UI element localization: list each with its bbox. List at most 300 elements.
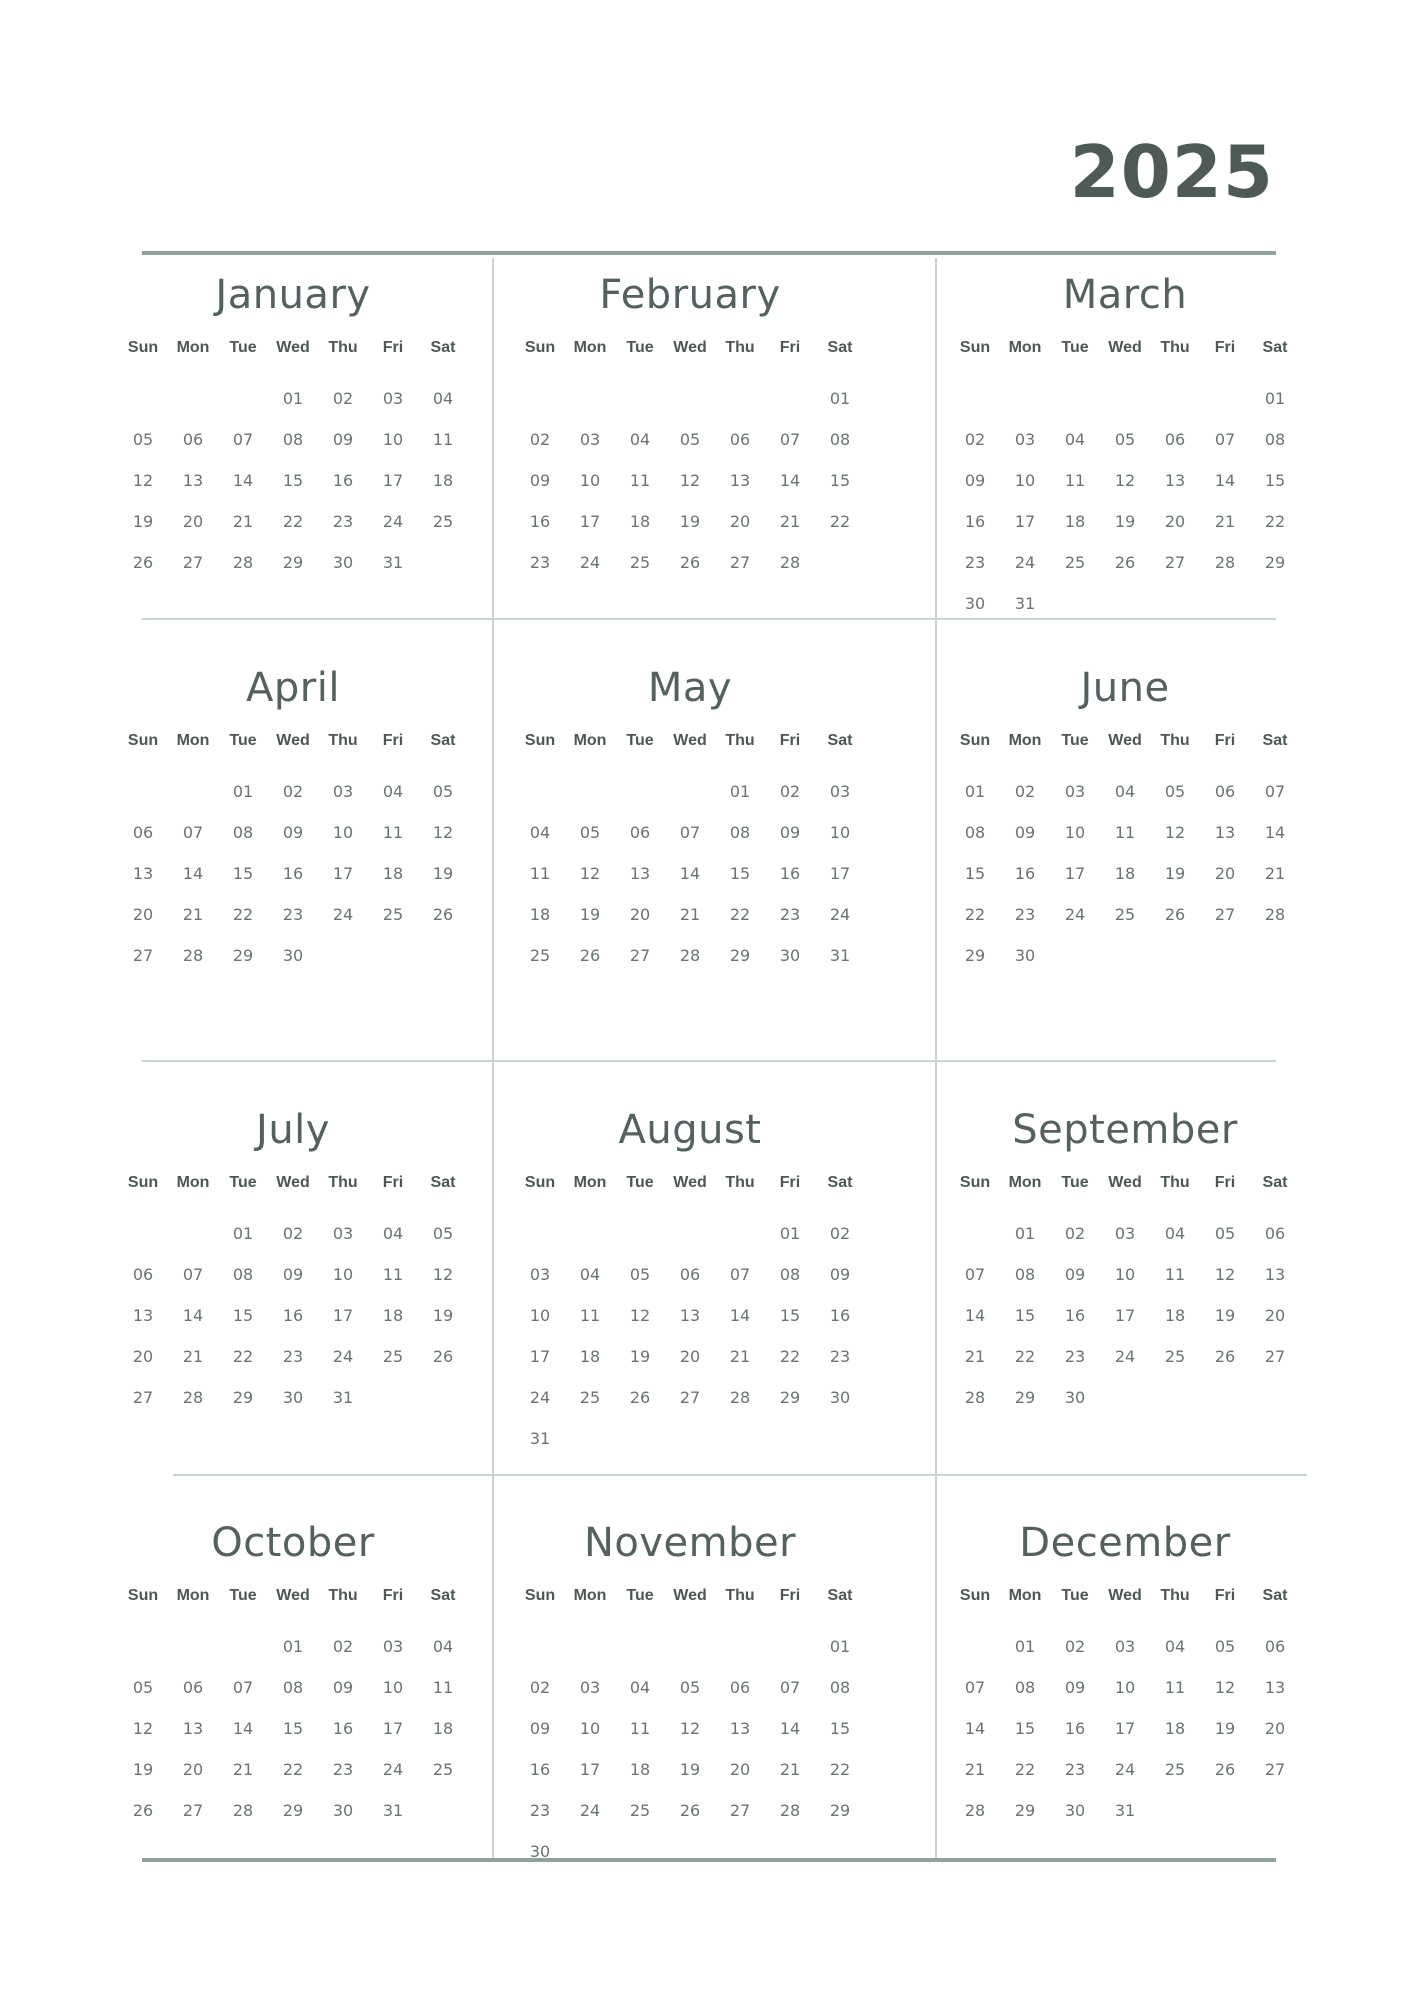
day-cell: 17: [382, 1719, 404, 1738]
day-cell: 06: [729, 430, 751, 449]
weekday-label: Sun: [524, 732, 556, 749]
day-cell: 18: [432, 471, 454, 490]
empty-day-cell: [118, 1626, 168, 1667]
day-cell: 18: [382, 1306, 404, 1325]
day-cell: 14: [1264, 823, 1286, 842]
month-february: [515, 272, 865, 652]
day-cell: 20: [182, 1760, 204, 1779]
day-cell: 16: [829, 1306, 851, 1325]
day-cell: 30: [529, 1842, 551, 1861]
day-cell: 27: [729, 553, 751, 572]
day-cell: 06: [1264, 1224, 1286, 1243]
day-cell: 21: [779, 512, 801, 531]
day-cell: 07: [182, 1265, 204, 1284]
year-title: 2025: [1069, 130, 1274, 214]
day-cell: 18: [629, 1760, 651, 1779]
day-cell: 25: [629, 553, 651, 572]
day-cell: 17: [332, 1306, 354, 1325]
day-cell: 10: [1064, 823, 1086, 842]
day-cell: 31: [1014, 594, 1036, 613]
day-cell: 08: [232, 823, 254, 842]
weekday-label: Mon: [573, 1174, 607, 1191]
week-row: [515, 894, 865, 935]
day-cell: 25: [629, 1801, 651, 1820]
day-cell: 14: [232, 471, 254, 490]
week-row: [515, 378, 865, 419]
day-cell: 17: [529, 1347, 551, 1366]
week-row: [950, 1336, 1300, 1377]
day-cell: 11: [629, 471, 651, 490]
empty-day-cell: [118, 1213, 168, 1254]
day-cell: 14: [182, 1306, 204, 1325]
day-cell: 27: [629, 946, 651, 965]
day-cell: 24: [1064, 905, 1086, 924]
week-row: [118, 1213, 468, 1254]
day-cell: 18: [1114, 864, 1136, 883]
day-cell: 06: [132, 823, 154, 842]
day-cell: 08: [829, 430, 851, 449]
weekday-label: Tue: [229, 1587, 257, 1604]
day-cell: 29: [232, 946, 254, 965]
day-cell: 10: [829, 823, 851, 842]
weekday-label: Thu: [725, 1174, 755, 1191]
day-cell: 28: [779, 553, 801, 572]
day-cell: 28: [779, 1801, 801, 1820]
day-cell: 09: [332, 1678, 354, 1697]
weekday-header: [118, 731, 468, 771]
week-row: [118, 1667, 468, 1708]
weekday-label: Tue: [626, 1587, 654, 1604]
day-cell: 29: [964, 946, 986, 965]
week-row: [118, 1377, 468, 1418]
weekday-header: [515, 1173, 865, 1213]
day-cell: 07: [232, 430, 254, 449]
day-cell: 09: [529, 471, 551, 490]
weekday-label: Thu: [725, 732, 755, 749]
day-cell: 07: [729, 1265, 751, 1284]
day-cell: 27: [1214, 905, 1236, 924]
day-cell: 24: [382, 1760, 404, 1779]
weekday-label: Tue: [1061, 339, 1089, 356]
month-grid: [950, 338, 1300, 624]
weekday-label: Fri: [382, 1174, 404, 1191]
day-cell: 02: [1064, 1637, 1086, 1656]
month-name: November: [583, 1520, 797, 1566]
day-cell: 09: [332, 430, 354, 449]
day-cell: 05: [1114, 430, 1136, 449]
weekday-label: Thu: [1160, 1587, 1190, 1604]
week-row: [950, 853, 1300, 894]
month-grid: [515, 731, 865, 976]
empty-day-cell: [665, 1626, 715, 1667]
day-cell: 10: [332, 823, 354, 842]
day-cell: 06: [679, 1265, 701, 1284]
day-cell: 14: [779, 1719, 801, 1738]
day-cell: 22: [1264, 512, 1286, 531]
empty-day-cell: [1100, 378, 1150, 419]
day-cell: 04: [382, 782, 404, 801]
week-row: [515, 1254, 865, 1295]
day-cell: 05: [629, 1265, 651, 1284]
day-cell: 24: [332, 905, 354, 924]
weekday-label: Sat: [430, 1587, 456, 1604]
weekday-label: Fri: [382, 339, 404, 356]
week-row: [118, 1708, 468, 1749]
day-cell: 03: [829, 782, 851, 801]
day-cell: 14: [729, 1306, 751, 1325]
day-cell: 10: [579, 471, 601, 490]
weekday-label: Sat: [827, 1587, 853, 1604]
weekday-label: Sat: [1262, 1587, 1288, 1604]
day-cell: 25: [382, 1347, 404, 1366]
day-cell: 05: [132, 1678, 154, 1697]
empty-day-cell: [1200, 378, 1250, 419]
day-cell: 11: [529, 864, 551, 883]
day-cell: 07: [779, 1678, 801, 1697]
weekday-header: [515, 731, 865, 771]
weekday-label: Wed: [673, 732, 707, 749]
day-cell: 21: [182, 905, 204, 924]
day-cell: 05: [132, 430, 154, 449]
weekday-label: Sun: [127, 339, 159, 356]
day-cell: 14: [679, 864, 701, 883]
day-cell: 26: [1214, 1760, 1236, 1779]
weekday-label: Thu: [1160, 1174, 1190, 1191]
day-cell: 20: [132, 905, 154, 924]
day-cell: 15: [1014, 1719, 1036, 1738]
day-cell: 17: [1064, 864, 1086, 883]
month-name: August: [618, 1107, 762, 1153]
week-row: [118, 812, 468, 853]
day-cell: 10: [332, 1265, 354, 1284]
day-cell: 21: [964, 1347, 986, 1366]
week-row: [118, 771, 468, 812]
empty-day-cell: [168, 1213, 218, 1254]
day-cell: 28: [182, 946, 204, 965]
weekday-label: Tue: [626, 732, 654, 749]
month-grid: [118, 1173, 468, 1418]
day-cell: 16: [779, 864, 801, 883]
day-cell: 03: [579, 430, 601, 449]
month-grid: [118, 731, 468, 976]
day-cell: 16: [1014, 864, 1036, 883]
week-row: [950, 583, 1300, 624]
day-cell: 21: [779, 1760, 801, 1779]
day-cell: 13: [1264, 1265, 1286, 1284]
day-cell: 23: [332, 1760, 354, 1779]
day-cell: 13: [182, 471, 204, 490]
month-december: [950, 1520, 1300, 1900]
day-cell: 01: [829, 389, 851, 408]
day-cell: 09: [282, 1265, 304, 1284]
day-cell: 31: [382, 553, 404, 572]
empty-day-cell: [1000, 378, 1050, 419]
day-cell: 19: [432, 1306, 454, 1325]
day-cell: 17: [1114, 1719, 1136, 1738]
day-cell: 03: [382, 389, 404, 408]
day-cell: 07: [964, 1265, 986, 1284]
day-cell: 14: [182, 864, 204, 883]
weekday-label: Sun: [959, 1587, 991, 1604]
weekday-label: Tue: [1061, 1587, 1089, 1604]
day-cell: 18: [382, 864, 404, 883]
day-cell: 19: [679, 1760, 701, 1779]
week-row: [950, 1667, 1300, 1708]
day-cell: 26: [432, 1347, 454, 1366]
day-cell: 23: [779, 905, 801, 924]
day-cell: 04: [1164, 1224, 1186, 1243]
day-cell: 15: [1264, 471, 1286, 490]
day-cell: 26: [132, 1801, 154, 1820]
day-cell: 18: [1164, 1306, 1186, 1325]
row-divider: [142, 1060, 1276, 1062]
day-cell: 28: [182, 1388, 204, 1407]
day-cell: 23: [282, 905, 304, 924]
empty-day-cell: [765, 1626, 815, 1667]
week-row: [950, 1254, 1300, 1295]
month-grid: [118, 1586, 468, 1831]
weekday-label: Tue: [1061, 1174, 1089, 1191]
day-cell: 17: [332, 864, 354, 883]
weekday-label: Sun: [127, 732, 159, 749]
week-row: [118, 853, 468, 894]
day-cell: 10: [382, 1678, 404, 1697]
empty-day-cell: [565, 378, 615, 419]
day-cell: 01: [729, 782, 751, 801]
day-cell: 13: [729, 1719, 751, 1738]
day-cell: 09: [1064, 1265, 1086, 1284]
day-cell: 12: [679, 471, 701, 490]
weekday-label: Wed: [276, 732, 310, 749]
day-cell: 07: [232, 1678, 254, 1697]
day-cell: 24: [382, 512, 404, 531]
day-cell: 20: [1264, 1306, 1286, 1325]
day-cell: 28: [964, 1801, 986, 1820]
day-cell: 12: [132, 471, 154, 490]
week-row: [515, 419, 865, 460]
day-cell: 23: [1014, 905, 1036, 924]
day-cell: 25: [529, 946, 551, 965]
day-cell: 15: [729, 864, 751, 883]
day-cell: 22: [1014, 1347, 1036, 1366]
day-cell: 16: [964, 512, 986, 531]
day-cell: 27: [182, 1801, 204, 1820]
month-name: September: [1012, 1107, 1238, 1153]
weekday-label: Mon: [1008, 1587, 1042, 1604]
day-cell: 13: [132, 864, 154, 883]
weekday-label: Sun: [127, 1174, 159, 1191]
day-cell: 12: [1114, 471, 1136, 490]
day-cell: 07: [182, 823, 204, 842]
top-rule: [142, 251, 1276, 255]
day-cell: 19: [579, 905, 601, 924]
month-october: [118, 1520, 468, 1900]
week-row: [515, 853, 865, 894]
day-cell: 14: [964, 1719, 986, 1738]
day-cell: 12: [1214, 1678, 1236, 1697]
week-row: [515, 1213, 865, 1254]
empty-day-cell: [715, 1213, 765, 1254]
day-cell: 12: [432, 823, 454, 842]
day-cell: 28: [1264, 905, 1286, 924]
weekday-label: Mon: [176, 1174, 210, 1191]
day-cell: 07: [964, 1678, 986, 1697]
day-cell: 24: [579, 1801, 601, 1820]
week-row: [515, 771, 865, 812]
day-cell: 11: [1164, 1265, 1186, 1284]
day-cell: 24: [829, 905, 851, 924]
empty-day-cell: [218, 1626, 268, 1667]
day-cell: 13: [1264, 1678, 1286, 1697]
weekday-label: Wed: [1108, 732, 1142, 749]
day-cell: 15: [829, 471, 851, 490]
day-cell: 30: [964, 594, 986, 613]
week-row: [118, 1790, 468, 1831]
month-january: [118, 272, 468, 652]
day-cell: 22: [282, 1760, 304, 1779]
day-cell: 08: [964, 823, 986, 842]
week-row: [515, 501, 865, 542]
weekday-label: Fri: [1214, 1587, 1236, 1604]
weekday-label: Mon: [176, 1587, 210, 1604]
empty-day-cell: [950, 1213, 1000, 1254]
weekday-label: Thu: [725, 339, 755, 356]
day-cell: 01: [282, 389, 304, 408]
day-cell: 01: [282, 1637, 304, 1656]
day-cell: 28: [232, 553, 254, 572]
empty-day-cell: [118, 771, 168, 812]
weekday-label: Tue: [1061, 732, 1089, 749]
weekday-label: Mon: [176, 339, 210, 356]
day-cell: 25: [1164, 1347, 1186, 1366]
day-cell: 29: [232, 1388, 254, 1407]
weekday-label: Tue: [229, 732, 257, 749]
day-cell: 08: [1014, 1265, 1036, 1284]
day-cell: 09: [829, 1265, 851, 1284]
column-divider: [492, 258, 494, 1858]
day-cell: 15: [282, 471, 304, 490]
week-row: [950, 894, 1300, 935]
weekday-label: Thu: [1160, 732, 1190, 749]
weekday-label: Mon: [1008, 732, 1042, 749]
day-cell: 27: [132, 946, 154, 965]
day-cell: 25: [432, 1760, 454, 1779]
day-cell: 02: [282, 782, 304, 801]
day-cell: 09: [1064, 1678, 1086, 1697]
month-name: April: [246, 665, 340, 711]
day-cell: 02: [332, 1637, 354, 1656]
day-cell: 08: [282, 1678, 304, 1697]
month-name: June: [1080, 665, 1170, 711]
day-cell: 03: [529, 1265, 551, 1284]
empty-day-cell: [615, 378, 665, 419]
week-row: [950, 1790, 1300, 1831]
day-cell: 20: [1264, 1719, 1286, 1738]
day-cell: 02: [779, 782, 801, 801]
weekday-label: Wed: [276, 339, 310, 356]
day-cell: 24: [529, 1388, 551, 1407]
day-cell: 07: [779, 430, 801, 449]
day-cell: 26: [132, 553, 154, 572]
empty-day-cell: [565, 1213, 615, 1254]
day-cell: 15: [964, 864, 986, 883]
day-cell: 29: [1014, 1801, 1036, 1820]
day-cell: 19: [1214, 1306, 1236, 1325]
day-cell: 05: [432, 1224, 454, 1243]
day-cell: 08: [729, 823, 751, 842]
weekday-label: Wed: [1108, 339, 1142, 356]
day-cell: 04: [432, 389, 454, 408]
day-cell: 19: [1214, 1719, 1236, 1738]
day-cell: 19: [132, 512, 154, 531]
weekday-label: Sun: [959, 1174, 991, 1191]
day-cell: 20: [1164, 512, 1186, 531]
week-row: [950, 812, 1300, 853]
week-row: [515, 1749, 865, 1790]
week-row: [118, 1295, 468, 1336]
month-name: May: [647, 665, 733, 711]
day-cell: 23: [332, 512, 354, 531]
day-cell: 15: [232, 864, 254, 883]
month-june: [950, 665, 1300, 1045]
day-cell: 30: [829, 1388, 851, 1407]
weekday-label: Sat: [430, 1174, 456, 1191]
weekday-label: Fri: [779, 1174, 801, 1191]
day-cell: 03: [1114, 1224, 1136, 1243]
week-row: [515, 1831, 865, 1872]
day-cell: 01: [779, 1224, 801, 1243]
week-row: [118, 501, 468, 542]
weekday-label: Thu: [1160, 339, 1190, 356]
day-cell: 03: [1014, 430, 1036, 449]
day-cell: 10: [579, 1719, 601, 1738]
day-cell: 21: [232, 512, 254, 531]
week-row: [515, 812, 865, 853]
day-cell: 26: [432, 905, 454, 924]
day-cell: 08: [1264, 430, 1286, 449]
weekday-label: Wed: [276, 1174, 310, 1191]
weekday-label: Wed: [673, 339, 707, 356]
day-cell: 30: [282, 946, 304, 965]
weekday-label: Sat: [430, 732, 456, 749]
day-cell: 28: [729, 1388, 751, 1407]
week-row: [950, 419, 1300, 460]
weekday-label: Wed: [1108, 1587, 1142, 1604]
week-row: [515, 1790, 865, 1831]
day-cell: 10: [1114, 1265, 1136, 1284]
day-cell: 27: [132, 1388, 154, 1407]
week-row: [950, 1708, 1300, 1749]
weekday-label: Mon: [1008, 1174, 1042, 1191]
day-cell: 06: [182, 430, 204, 449]
month-grid: [950, 731, 1300, 976]
day-cell: 23: [282, 1347, 304, 1366]
day-cell: 12: [579, 864, 601, 883]
day-cell: 11: [1064, 471, 1086, 490]
day-cell: 18: [579, 1347, 601, 1366]
empty-day-cell: [615, 1626, 665, 1667]
day-cell: 09: [529, 1719, 551, 1738]
day-cell: 02: [829, 1224, 851, 1243]
day-cell: 31: [829, 946, 851, 965]
weekday-label: Fri: [382, 732, 404, 749]
day-cell: 16: [332, 1719, 354, 1738]
day-cell: 25: [1164, 1760, 1186, 1779]
day-cell: 04: [1164, 1637, 1186, 1656]
day-cell: 13: [1214, 823, 1236, 842]
week-row: [118, 1749, 468, 1790]
day-cell: 10: [382, 430, 404, 449]
